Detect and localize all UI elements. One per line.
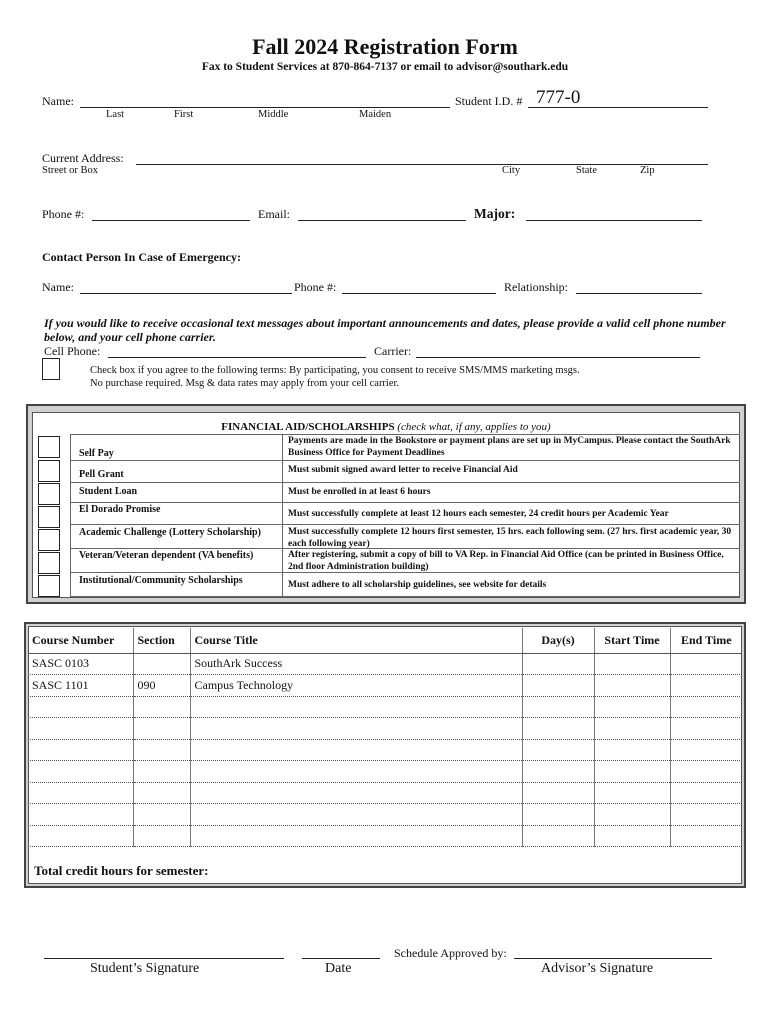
- city-sublabel: City: [502, 165, 521, 176]
- fa-option-desc: Must successfully complete at least 12 hours each semester, 24 credit hours per Academic Year: [288, 509, 669, 519]
- section-cell[interactable]: [133, 739, 190, 761]
- fa-option-name: Veteran/Veteran dependent (VA benefits): [79, 550, 254, 561]
- sms-consent-line1: Check box if you agree to the following terms: By participating, you consent to receive SMS/MMS marketing msgs.: [90, 365, 580, 376]
- fa-divider: [70, 524, 740, 525]
- phone-field[interactable]: [92, 220, 250, 221]
- student-loan-checkbox[interactable]: [38, 483, 60, 505]
- advisor-signature-field[interactable]: [514, 958, 712, 959]
- fa-col-divider: [282, 434, 283, 596]
- form-title: Fall 2024 Registration Form: [252, 34, 518, 59]
- course-table-header: [28, 628, 742, 653]
- end-time-cell[interactable]: [670, 675, 742, 697]
- table-row: [28, 718, 742, 740]
- start-time-cell[interactable]: [594, 804, 670, 826]
- end-time-cell[interactable]: [670, 696, 742, 718]
- emergency-name-field[interactable]: [80, 293, 292, 294]
- start-time-cell[interactable]: [594, 782, 670, 804]
- start-time-cell[interactable]: [594, 825, 670, 847]
- fa-divider: [70, 460, 740, 461]
- fa-option-desc: Must adhere to all scholarship guidelines, see website for details: [288, 580, 547, 590]
- state-sublabel: State: [576, 165, 597, 176]
- course-number-cell[interactable]: [28, 718, 133, 740]
- end-time-cell[interactable]: [670, 825, 742, 847]
- sms-consent-line2: No purchase required. Msg & data rates may apply from your cell carrier.: [90, 378, 400, 389]
- relationship-field[interactable]: [576, 293, 702, 294]
- end-time-cell[interactable]: [670, 761, 742, 783]
- days-cell[interactable]: [522, 761, 594, 783]
- schedule-approved-label: Schedule Approved by:: [394, 946, 507, 960]
- table-row: [28, 653, 742, 675]
- table-row: [28, 739, 742, 761]
- days-cell[interactable]: [522, 696, 594, 718]
- el-dorado-promise-checkbox[interactable]: [38, 506, 60, 528]
- date-field[interactable]: [302, 958, 380, 959]
- days-cell[interactable]: [522, 718, 594, 740]
- start-time-cell[interactable]: [594, 761, 670, 783]
- section-cell[interactable]: [133, 653, 190, 675]
- days-cell[interactable]: [522, 804, 594, 826]
- self-pay-checkbox[interactable]: [38, 436, 60, 458]
- cell-phone-field[interactable]: [108, 357, 366, 358]
- fa-divider: [70, 434, 740, 435]
- email-field[interactable]: [298, 220, 466, 221]
- address-field[interactable]: [136, 164, 708, 165]
- col-course-title: Course Title: [190, 628, 522, 653]
- fa-option-desc: After registering, submit a copy of bill to VA Rep. in Financial Aid Office (can be printed in Business Office, 2nd floor Administration building): [288, 550, 724, 572]
- pell-grant-checkbox[interactable]: [38, 460, 60, 482]
- maiden-sublabel: Maiden: [359, 109, 392, 120]
- section-cell[interactable]: 090: [133, 675, 190, 697]
- course-title-cell[interactable]: [190, 718, 522, 740]
- end-time-cell[interactable]: [670, 782, 742, 804]
- days-cell[interactable]: [522, 675, 594, 697]
- start-time-cell[interactable]: [594, 718, 670, 740]
- course-number-cell[interactable]: [28, 804, 133, 826]
- email-label: Email:: [258, 207, 290, 221]
- address-label: Current Address:: [42, 151, 124, 165]
- relationship-label: Relationship:: [504, 280, 568, 294]
- col-end-time: End Time: [670, 628, 742, 653]
- col-section: Section: [133, 628, 190, 653]
- col-course-number: Course Number: [28, 628, 133, 653]
- student-id-value: 777-0: [536, 87, 581, 108]
- course-number-cell[interactable]: SASC 0103: [28, 653, 133, 675]
- col-days: Day(s): [522, 628, 594, 653]
- course-number-cell[interactable]: [28, 739, 133, 761]
- middle-sublabel: Middle: [258, 109, 289, 120]
- fa-col-divider: [70, 434, 71, 596]
- zip-sublabel: Zip: [640, 165, 655, 176]
- end-time-cell[interactable]: [670, 739, 742, 761]
- end-time-cell[interactable]: [670, 653, 742, 675]
- fa-option-desc: Payments are made in the Bookstore or payment plans are set up in MyCampus. Please contact the SouthArk Business Office for Payment Deadlines: [288, 436, 731, 458]
- end-time-cell[interactable]: [670, 718, 742, 740]
- course-number-cell[interactable]: [28, 782, 133, 804]
- course-number-cell[interactable]: SASC 1101: [28, 675, 133, 697]
- fa-option-name: Self Pay: [79, 448, 114, 459]
- fa-option-name: El Dorado Promise: [79, 504, 161, 515]
- start-time-cell[interactable]: [594, 653, 670, 675]
- section-cell[interactable]: [133, 825, 190, 847]
- sms-notice: If you would like to receive occasional text messages about important announcements and dates, please provide a valid cell phone number below, and your cell phone carrier.: [44, 316, 726, 344]
- table-row: [28, 804, 742, 826]
- fa-option-name: Institutional/Community Scholarships: [79, 575, 243, 586]
- date-label: Date: [325, 961, 352, 976]
- academic-challenge-checkbox[interactable]: [38, 529, 60, 551]
- veteran-checkbox[interactable]: [38, 552, 60, 574]
- fa-divider: [70, 482, 740, 483]
- course-title-cell[interactable]: [190, 825, 522, 847]
- table-row: [28, 675, 742, 697]
- total-credit-hours-label: Total credit hours for semester:: [34, 863, 209, 878]
- course-number-cell[interactable]: [28, 825, 133, 847]
- fa-option-name: Academic Challenge (Lottery Scholarship): [79, 527, 261, 538]
- col-start-time: Start Time: [594, 628, 670, 653]
- section-cell[interactable]: [133, 718, 190, 740]
- major-label: Major:: [474, 206, 516, 221]
- fa-option-name: Pell Grant: [79, 469, 124, 480]
- name-label: Name:: [42, 94, 74, 108]
- major-field[interactable]: [526, 220, 702, 221]
- fa-divider: [70, 502, 740, 503]
- student-signature-label: Student’s Signature: [90, 961, 200, 976]
- start-time-cell[interactable]: [594, 675, 670, 697]
- fa-option-desc: Must successfully complete 12 hours first semester, 15 hrs. each following sem. (27 hrs. first academic year, 30 each following year): [288, 527, 732, 549]
- emergency-heading: Contact Person In Case of Emergency:: [42, 250, 241, 264]
- course-number-cell[interactable]: [28, 696, 133, 718]
- table-row: [28, 761, 742, 783]
- table-row: [28, 825, 742, 847]
- last-sublabel: Last: [106, 109, 125, 120]
- course-title-cell[interactable]: [190, 739, 522, 761]
- days-cell[interactable]: [522, 653, 594, 675]
- end-time-cell[interactable]: [670, 804, 742, 826]
- form-subtitle: Fax to Student Services at 870-864-7137 or email to advisor@southark.edu: [201, 61, 569, 73]
- advisor-signature-label: Advisor’s Signature: [541, 961, 654, 976]
- section-cell[interactable]: [133, 804, 190, 826]
- course-title-cell[interactable]: [190, 804, 522, 826]
- fa-option-desc: Must be enrolled in at least 6 hours: [288, 487, 431, 497]
- table-row: [28, 782, 742, 804]
- start-time-cell[interactable]: [594, 696, 670, 718]
- course-title-cell[interactable]: [190, 696, 522, 718]
- emergency-phone-field[interactable]: [342, 293, 496, 294]
- name-field[interactable]: [80, 107, 450, 108]
- emergency-name-label: Name:: [42, 280, 74, 294]
- institutional-scholarship-checkbox[interactable]: [38, 575, 60, 597]
- fa-option-desc: Must submit signed award letter to receive Financial Aid: [288, 465, 518, 475]
- table-row: [28, 696, 742, 718]
- student-signature-field[interactable]: [44, 958, 284, 959]
- phone-label: Phone #:: [42, 207, 85, 221]
- cell-phone-label: Cell Phone:: [44, 344, 101, 358]
- section-cell[interactable]: [133, 782, 190, 804]
- days-cell[interactable]: [522, 782, 594, 804]
- sms-consent-checkbox[interactable]: [42, 358, 60, 380]
- start-time-cell[interactable]: [594, 739, 670, 761]
- course-title-cell[interactable]: [190, 761, 522, 783]
- days-cell[interactable]: [522, 739, 594, 761]
- carrier-field[interactable]: [416, 357, 700, 358]
- course-number-cell[interactable]: [28, 761, 133, 783]
- emergency-phone-label: Phone #:: [294, 280, 337, 294]
- course-table: [28, 628, 742, 847]
- fa-option-name: Student Loan: [79, 486, 138, 497]
- financial-aid-heading: [32, 421, 740, 433]
- course-title-cell[interactable]: SouthArk Success: [190, 653, 522, 675]
- financial-aid-title: FINANCIAL AID/SCHOLARSHIPS: [221, 421, 395, 433]
- section-cell[interactable]: [133, 761, 190, 783]
- street-sublabel: Street or Box: [42, 165, 98, 176]
- days-cell[interactable]: [522, 825, 594, 847]
- course-title-cell[interactable]: [190, 782, 522, 804]
- fa-divider: [70, 596, 740, 597]
- section-cell[interactable]: [133, 696, 190, 718]
- student-id-label: Student I.D. #: [455, 94, 523, 108]
- carrier-label: Carrier:: [374, 344, 412, 358]
- financial-aid-note: (check what, if any, applies to you): [397, 421, 551, 433]
- course-title-cell[interactable]: Campus Technology: [190, 675, 522, 697]
- first-sublabel: First: [174, 109, 194, 120]
